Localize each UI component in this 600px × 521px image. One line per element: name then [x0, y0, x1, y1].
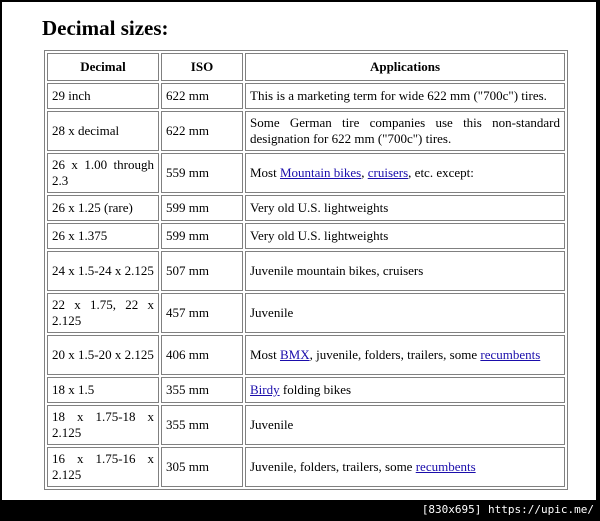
link-birdy[interactable]: Birdy	[250, 382, 280, 397]
cell-iso: 305 mm	[161, 447, 243, 487]
cell-decimal: 26 x 1.25 (rare)	[47, 195, 159, 221]
cell-applications	[245, 251, 565, 291]
application-text: Very old U.S. lightweights	[250, 228, 389, 243]
link-mountain-bikes[interactable]: Mountain bikes	[279, 165, 362, 180]
table-row	[47, 251, 565, 291]
cell-applications	[245, 293, 565, 333]
cell-iso: 599 mm	[161, 195, 243, 221]
cell-iso: 457 mm	[161, 293, 243, 333]
cell-iso: 599 mm	[161, 223, 243, 249]
table-row	[47, 223, 565, 249]
application-text: Juvenile	[250, 305, 294, 320]
cell-iso: 507 mm	[161, 251, 243, 291]
cell-iso: 355 mm	[161, 377, 243, 403]
table-row	[47, 293, 565, 333]
application-text: Juvenile	[250, 417, 294, 432]
application-text: This is a marketing term for wide 622 mm ("700c") tires.	[250, 88, 547, 103]
table-row	[47, 335, 565, 375]
link-recumbents[interactable]: recumbents	[480, 347, 541, 362]
table-row	[47, 83, 565, 109]
cell-applications	[245, 111, 565, 151]
application-text: Most	[250, 165, 280, 180]
header-applications: Applications	[245, 53, 565, 81]
cell-decimal: 26 x 1.375	[47, 223, 159, 249]
application-text: ,	[361, 165, 368, 180]
cell-decimal: 22 x 1.75, 22 x 2.125	[47, 293, 159, 333]
link-bmx[interactable]: BMX	[279, 347, 310, 362]
application-text: Most	[250, 347, 280, 362]
page-title: Decimal sizes:	[42, 16, 169, 40]
decimal-sizes-table	[44, 50, 568, 490]
application-text: Juvenile, folders, trailers, some	[250, 459, 416, 474]
cell-decimal: 18 x 1.75-18 x 2.125	[47, 405, 159, 445]
table-row	[47, 447, 565, 487]
application-text: Juvenile mountain bikes, cruisers	[250, 263, 424, 278]
page-frame	[2, 2, 596, 500]
cell-applications	[245, 153, 565, 193]
table-row	[47, 153, 565, 193]
cell-applications	[245, 335, 565, 375]
table-header-row	[47, 53, 565, 81]
cell-applications	[245, 377, 565, 403]
cell-applications	[245, 223, 565, 249]
cell-decimal: 26 x 1.00 through 2.3	[47, 153, 159, 193]
cell-decimal: 29 inch	[47, 83, 159, 109]
cell-applications	[245, 405, 565, 445]
application-text: Very old U.S. lightweights	[250, 200, 389, 215]
table-row	[47, 111, 565, 151]
cell-iso: 622 mm	[161, 111, 243, 151]
table-row	[47, 377, 565, 403]
cell-iso: 406 mm	[161, 335, 243, 375]
table-row	[47, 195, 565, 221]
cell-decimal: 20 x 1.5-20 x 2.125	[47, 335, 159, 375]
cell-applications	[245, 447, 565, 487]
application-text: , juvenile, folders, trailers, some	[309, 347, 481, 362]
link-cruisers[interactable]: cruisers	[367, 165, 409, 180]
cell-iso: 355 mm	[161, 405, 243, 445]
cell-iso: 622 mm	[161, 83, 243, 109]
link-recumbents[interactable]: recumbents	[415, 459, 476, 474]
application-text: , etc. except:	[408, 165, 474, 180]
cell-iso: 559 mm	[161, 153, 243, 193]
application-text: Some German tire companies use this non-standard designation for 622 mm ("700c") tires.	[250, 115, 560, 146]
cell-decimal: 16 x 1.75-16 x 2.125	[47, 447, 159, 487]
application-text: folding bikes	[279, 382, 352, 397]
cell-decimal: 24 x 1.5-24 x 2.125	[47, 251, 159, 291]
cell-applications	[245, 195, 565, 221]
image-size-footer: [830x695] https://upic.me/	[421, 503, 594, 516]
header-iso: ISO	[161, 53, 243, 81]
table-row	[47, 405, 565, 445]
cell-decimal: 18 x 1.5	[47, 377, 159, 403]
cell-applications	[245, 83, 565, 109]
cell-decimal: 28 x decimal	[47, 111, 159, 151]
header-decimal: Decimal	[47, 53, 159, 81]
